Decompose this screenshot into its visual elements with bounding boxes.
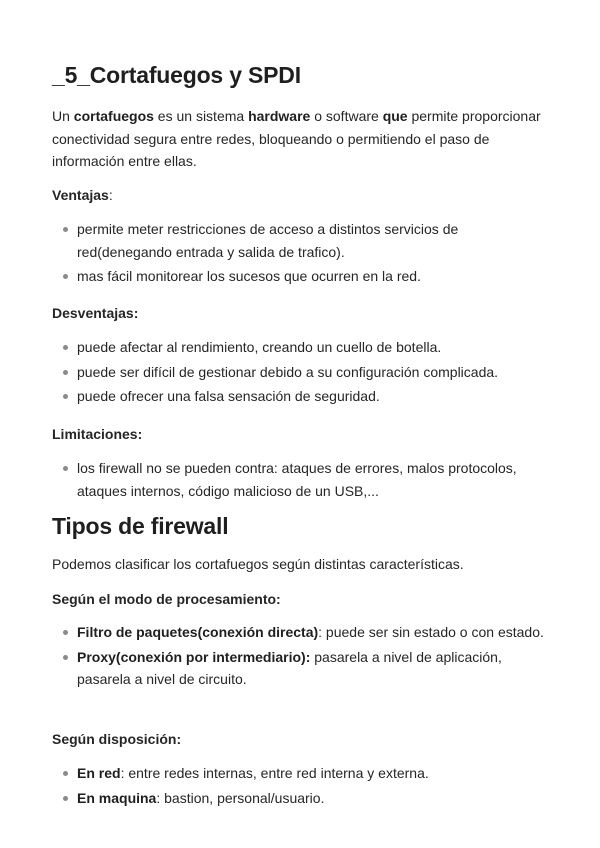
item-text: : puede ser sin estado o con estado. (318, 624, 544, 640)
item-bold: En maquina (77, 789, 157, 806)
item-text: : bastion, personal/usuario. (156, 789, 325, 806)
ventajas-list (52, 218, 544, 290)
disposicion-list (52, 762, 544, 811)
list-item: mas fácil monitorear los sucesos que ocurren en la red. (52, 265, 544, 288)
item-text: pasarela a nivel de aplicación, pasarela a nivel de circuito. (77, 648, 502, 687)
desventajas-list (52, 336, 544, 410)
ventajas-label: Ventajas (52, 187, 109, 203)
page-title: _5_Cortafuegos y SPDI (52, 62, 301, 88)
disposicion-heading: Según disposición: (52, 731, 182, 747)
item-text: : entre redes internas, entre red interna y externa. (120, 765, 429, 781)
item-bold: Proxy(conexión por intermediario): (77, 648, 311, 665)
modo-list (52, 621, 544, 693)
list-item: puede ser difícil de gestionar debido a su configuración complicada. (52, 361, 544, 384)
list-item (52, 762, 544, 785)
list-item: permite meter restricciones de acceso a distintos servicios de red(denegando entrada y salida de trafico). (52, 218, 544, 263)
list-item: puede afectar al rendimiento, creando un cuello de botella. (52, 336, 544, 359)
intro-bold-que: que (382, 108, 408, 124)
intro-text-4: permite proporcionar conectividad segura entre redes, bloqueando o permitiendo el paso de información entre ellas. (52, 108, 541, 169)
section-title-tipos: Tipos de firewall (52, 513, 229, 539)
intro-bold-cortafuegos: cortafuegos (73, 108, 154, 124)
tipos-intro: Podemos clasificar los cortafuegos según distintas características. (52, 556, 464, 572)
intro-bold-hardware: hardware (248, 108, 311, 124)
limitaciones-list (52, 457, 544, 504)
list-item (52, 646, 544, 691)
ventajas-heading (52, 184, 544, 206)
list-item: los firewall no se pueden contra: ataques de errores, malos protocolos, ataques internos, código malicioso de un USB,... (52, 457, 544, 502)
intro-paragraph (52, 105, 544, 173)
list-item: puede ofrecer una falsa sensación de seguridad. (52, 385, 544, 408)
modo-heading: Según el modo de procesamiento: (52, 591, 281, 607)
intro-text-3: o software (310, 108, 383, 124)
ventajas-colon: : (108, 187, 113, 203)
desventajas-heading: Desventajas: (52, 305, 139, 321)
list-item (52, 787, 544, 810)
list-item (52, 621, 544, 644)
limitaciones-heading: Limitaciones: (52, 426, 143, 442)
item-bold: En red (77, 765, 121, 781)
item-bold: Filtro de paquetes(conexión directa) (77, 624, 319, 640)
intro-text-1: Un (52, 108, 74, 124)
intro-text-2: es un sistema (153, 108, 249, 124)
